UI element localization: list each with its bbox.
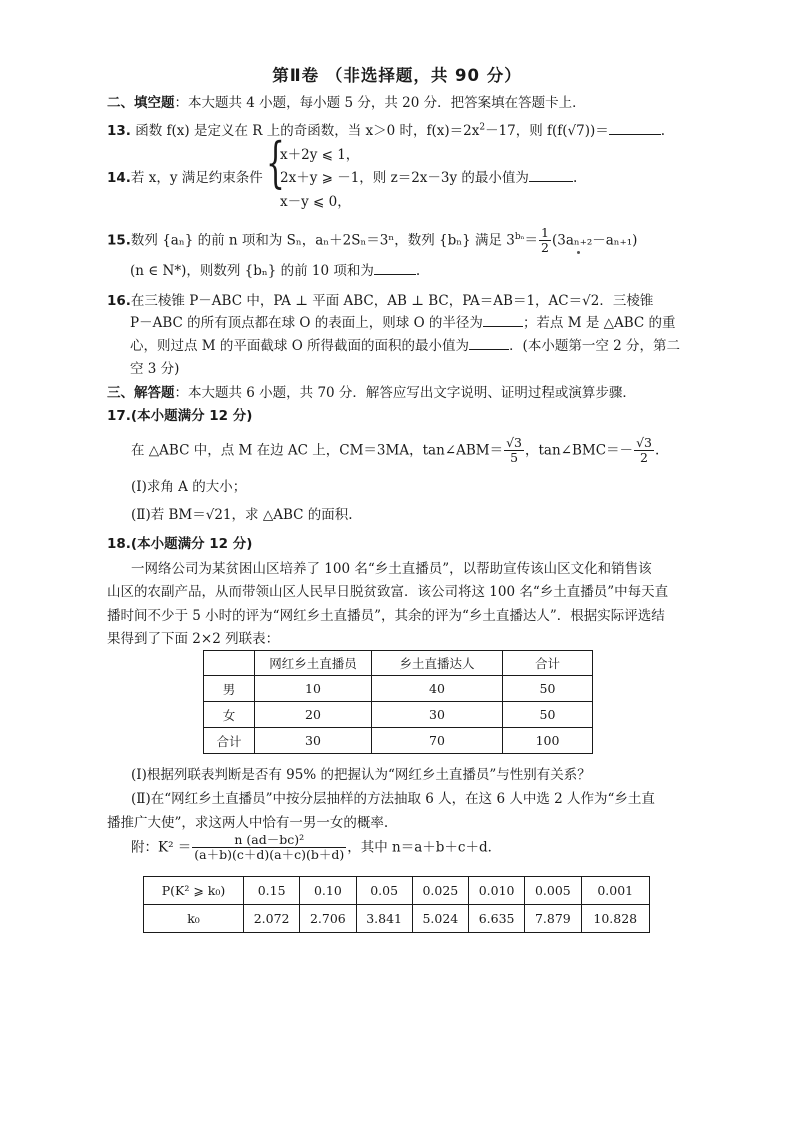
page-title: 第Ⅱ卷 （非选择题，共 90 分） (272, 66, 522, 85)
fraction-denominator: 2 (541, 240, 549, 256)
table-cell: 100 (503, 728, 593, 754)
table-row (204, 702, 593, 728)
question-15-number: 15. (107, 232, 131, 249)
question-14-stem (107, 166, 263, 186)
section-answers-text: ：本大题共 6 小题，共 70 分．解答应写出文字说明、证明过程或演算步骤． (174, 385, 636, 401)
answer-blank-13 (609, 122, 661, 135)
k-table-cell: 2.072 (244, 905, 300, 933)
question-17-stem-a: 在 △ABC 中，点 M 在边 AC 上，CM＝3MA，tan∠ABM＝ (131, 442, 504, 459)
question-18-line-2: 山区的农副产品，从而带领山区人民早日脱贫致富．该公司将这 100 名“乡土直播员”中每天直 (107, 584, 669, 600)
table-header-cell: 合计 (503, 651, 593, 676)
fraction-numerator: n (ad－bc)² (192, 833, 346, 848)
fraction-one-half (539, 226, 551, 256)
k-table-label: P(K² ⩾ k₀) (144, 877, 244, 905)
k-table-cell: 0.15 (244, 877, 300, 905)
constraint-2 (280, 166, 577, 186)
question-18-part-1: (Ⅰ)根据列联表判断是否有 95% 的把握认为“网红乡土直播员”与性别有关系？ (131, 767, 591, 783)
constraint-brace: { (266, 131, 285, 194)
section-fill-in-text: ：本大题共 4 小题，每小题 5 分，共 20 分．把答案填在答题卡上． (174, 95, 586, 111)
k-table-cell: 0.005 (525, 877, 581, 905)
fraction-tan-abm (504, 436, 524, 466)
question-14-pre: 若 x，y 满足约束条件 (130, 170, 263, 186)
k-table-cell: 6.635 (469, 905, 525, 933)
question-17-part-1: (Ⅰ)求角 A 的大小； (131, 479, 247, 495)
table-cell: 女 (204, 702, 255, 728)
question-15-text-2: (3aₙ₊₂－aₙ₊₁) (551, 232, 638, 249)
fraction-numerator: √3 (636, 435, 652, 450)
question-16-l3b: ．(本小题第一空 2 分，第二 (509, 338, 681, 354)
k-table-cell: 0.025 (412, 877, 468, 905)
k-table-cell: 7.879 (525, 905, 581, 933)
table-cell: 20 (255, 702, 372, 728)
k-table-cell: 10.828 (581, 905, 650, 933)
question-18-part-2a: (Ⅱ)在“网红乡土直播员”中按分层抽样的方法抽取 6 人，在这 6 人中选 2 人作为“乡土直 (131, 791, 655, 807)
question-15-eq: ＝ (524, 232, 539, 249)
k-table-cell: 5.024 (412, 905, 468, 933)
table-row (204, 728, 593, 754)
question-17-stem (131, 436, 659, 466)
constraint-1: x＋2y ⩽ 1， (280, 147, 360, 163)
question-18-head: 18.(本小题满分 12 分) (107, 536, 253, 552)
question-15-line-2-text: (n ∈ N*)，则数列 {bₙ} 的前 10 项和为 (130, 263, 374, 279)
question-16-line-3 (130, 334, 680, 354)
question-16-line-4: 空 3 分) (130, 361, 180, 377)
fraction-denominator: 5 (510, 450, 519, 466)
k-table-label: k₀ (144, 905, 244, 933)
table-cell: 70 (372, 728, 503, 754)
table-cell: 30 (372, 702, 503, 728)
question-16-l2a: P－ABC 的所有顶点都在球 O 的表面上，则球 O 的半径为 (130, 315, 483, 331)
fraction-denominator: 2 (640, 450, 648, 466)
table-header-cell: 乡土直播达人 (372, 651, 503, 676)
answer-blank-15 (374, 262, 416, 275)
table-cell: 50 (503, 702, 593, 728)
table-cell: 30 (255, 728, 372, 754)
k-table-cell: 0.05 (356, 877, 412, 905)
table-cell: 10 (255, 676, 372, 702)
question-13-exponent: 2 (479, 122, 486, 133)
table-header-row (204, 651, 593, 676)
question-18-part-2b: 播推广大使”，求这两人中恰有一男一女的概率. (107, 815, 389, 831)
formula-post: ，其中 n＝a＋b＋c＋d． (347, 839, 502, 856)
question-13 (107, 119, 665, 139)
question-13-text: 函数 f(x) 是定义在 R 上的奇函数，当 x＞0 时，f(x)＝2x (135, 123, 480, 139)
answer-blank-16b (469, 337, 509, 350)
question-16-l2b: ；若点 M 是 △ABC 的重 (522, 315, 676, 331)
question-18-line-4: 果得到了下面 2×2 列联表： (107, 631, 280, 647)
constraint-3: x－y ⩽ 0， (280, 194, 351, 210)
question-13-number: 13. (107, 123, 131, 139)
fraction-tan-bmc (634, 436, 654, 466)
question-18-line-1: 一网络公司为某贫困山区培养了 100 名“乡土直播员”，以帮助宣传该山区文化和销售该 (131, 561, 652, 577)
question-15-end: . (415, 263, 421, 279)
question-16-l3a: 心，则过点 M 的平面截球 O 所得截面的面积的最小值为 (130, 338, 470, 354)
contingency-table (203, 650, 593, 754)
table-cell: 合计 (204, 728, 255, 754)
formula-pre: 附：K² ＝ (131, 839, 192, 856)
constraint-2-text: 2x＋y ⩾ －1，则 z＝2x－3y 的最小值为 (280, 170, 529, 186)
answer-blank-16a (483, 314, 523, 327)
question-17-head: 17.(本小题满分 12 分) (107, 408, 253, 424)
k-squared-formula (131, 833, 501, 863)
question-16-l1: 在三棱锥 P－ABC 中，PA ⊥ 平面 ABC，AB ⊥ BC，PA＝AB＝1，AC＝√2．三棱锥 (130, 293, 654, 309)
question-14-end: . (572, 170, 578, 186)
question-13-end: . (660, 123, 666, 139)
question-17-part-2: (Ⅱ)若 BM＝√21，求 △ABC 的面积. (131, 507, 353, 523)
scan-dot (577, 251, 580, 254)
table-row (204, 676, 593, 702)
question-17-stem-c: . (654, 442, 660, 459)
k-table-cell: 0.10 (300, 877, 356, 905)
k-table-row-probability (144, 877, 650, 905)
k-table-cell: 2.706 (300, 905, 356, 933)
k-table-row-k0 (144, 905, 650, 933)
answer-blank-14 (529, 169, 573, 182)
k-squared-fraction (192, 833, 346, 863)
question-18-line-3: 播时间不少于 5 小时的评为“网红乡土直播员”，其余的评为“乡土直播达人”．根据实际评选结 (107, 608, 665, 624)
table-cell: 50 (503, 676, 593, 702)
question-16-line-1 (107, 289, 653, 309)
fraction-numerator: 1 (541, 225, 549, 240)
section-fill-in (107, 91, 586, 111)
table-header-cell (204, 651, 255, 676)
question-14-number: 14. (107, 170, 131, 186)
section-fill-in-label: 二、填空题 (107, 95, 175, 111)
question-15 (107, 226, 637, 256)
k-table-cell: 3.841 (356, 905, 412, 933)
question-17-stem-b: ，tan∠BMC＝－ (525, 442, 634, 459)
table-header-cell: 网红乡土直播员 (255, 651, 372, 676)
section-answers-label: 三、解答题 (107, 385, 175, 401)
k-critical-table (143, 876, 650, 933)
section-answers (107, 381, 636, 401)
question-15-exponent: bₙ (514, 231, 525, 242)
k-table-cell: 0.010 (469, 877, 525, 905)
k-table-cell: 0.001 (581, 877, 650, 905)
table-cell: 男 (204, 676, 255, 702)
question-15-text: 数列 {aₙ} 的前 n 项和为 Sₙ，aₙ＋2Sₙ＝3ⁿ，数列 {bₙ} 满足 3 (130, 232, 515, 249)
question-16-line-2 (130, 311, 676, 331)
question-16-number: 16. (107, 293, 131, 309)
question-13-text-2: －17，则 f(f(√7))＝ (485, 123, 609, 139)
table-cell: 40 (372, 676, 503, 702)
question-15-line-2 (130, 259, 420, 279)
fraction-numerator: √3 (506, 435, 522, 450)
fraction-denominator: (a＋b)(c＋d)(a＋c)(b＋d) (194, 847, 345, 863)
